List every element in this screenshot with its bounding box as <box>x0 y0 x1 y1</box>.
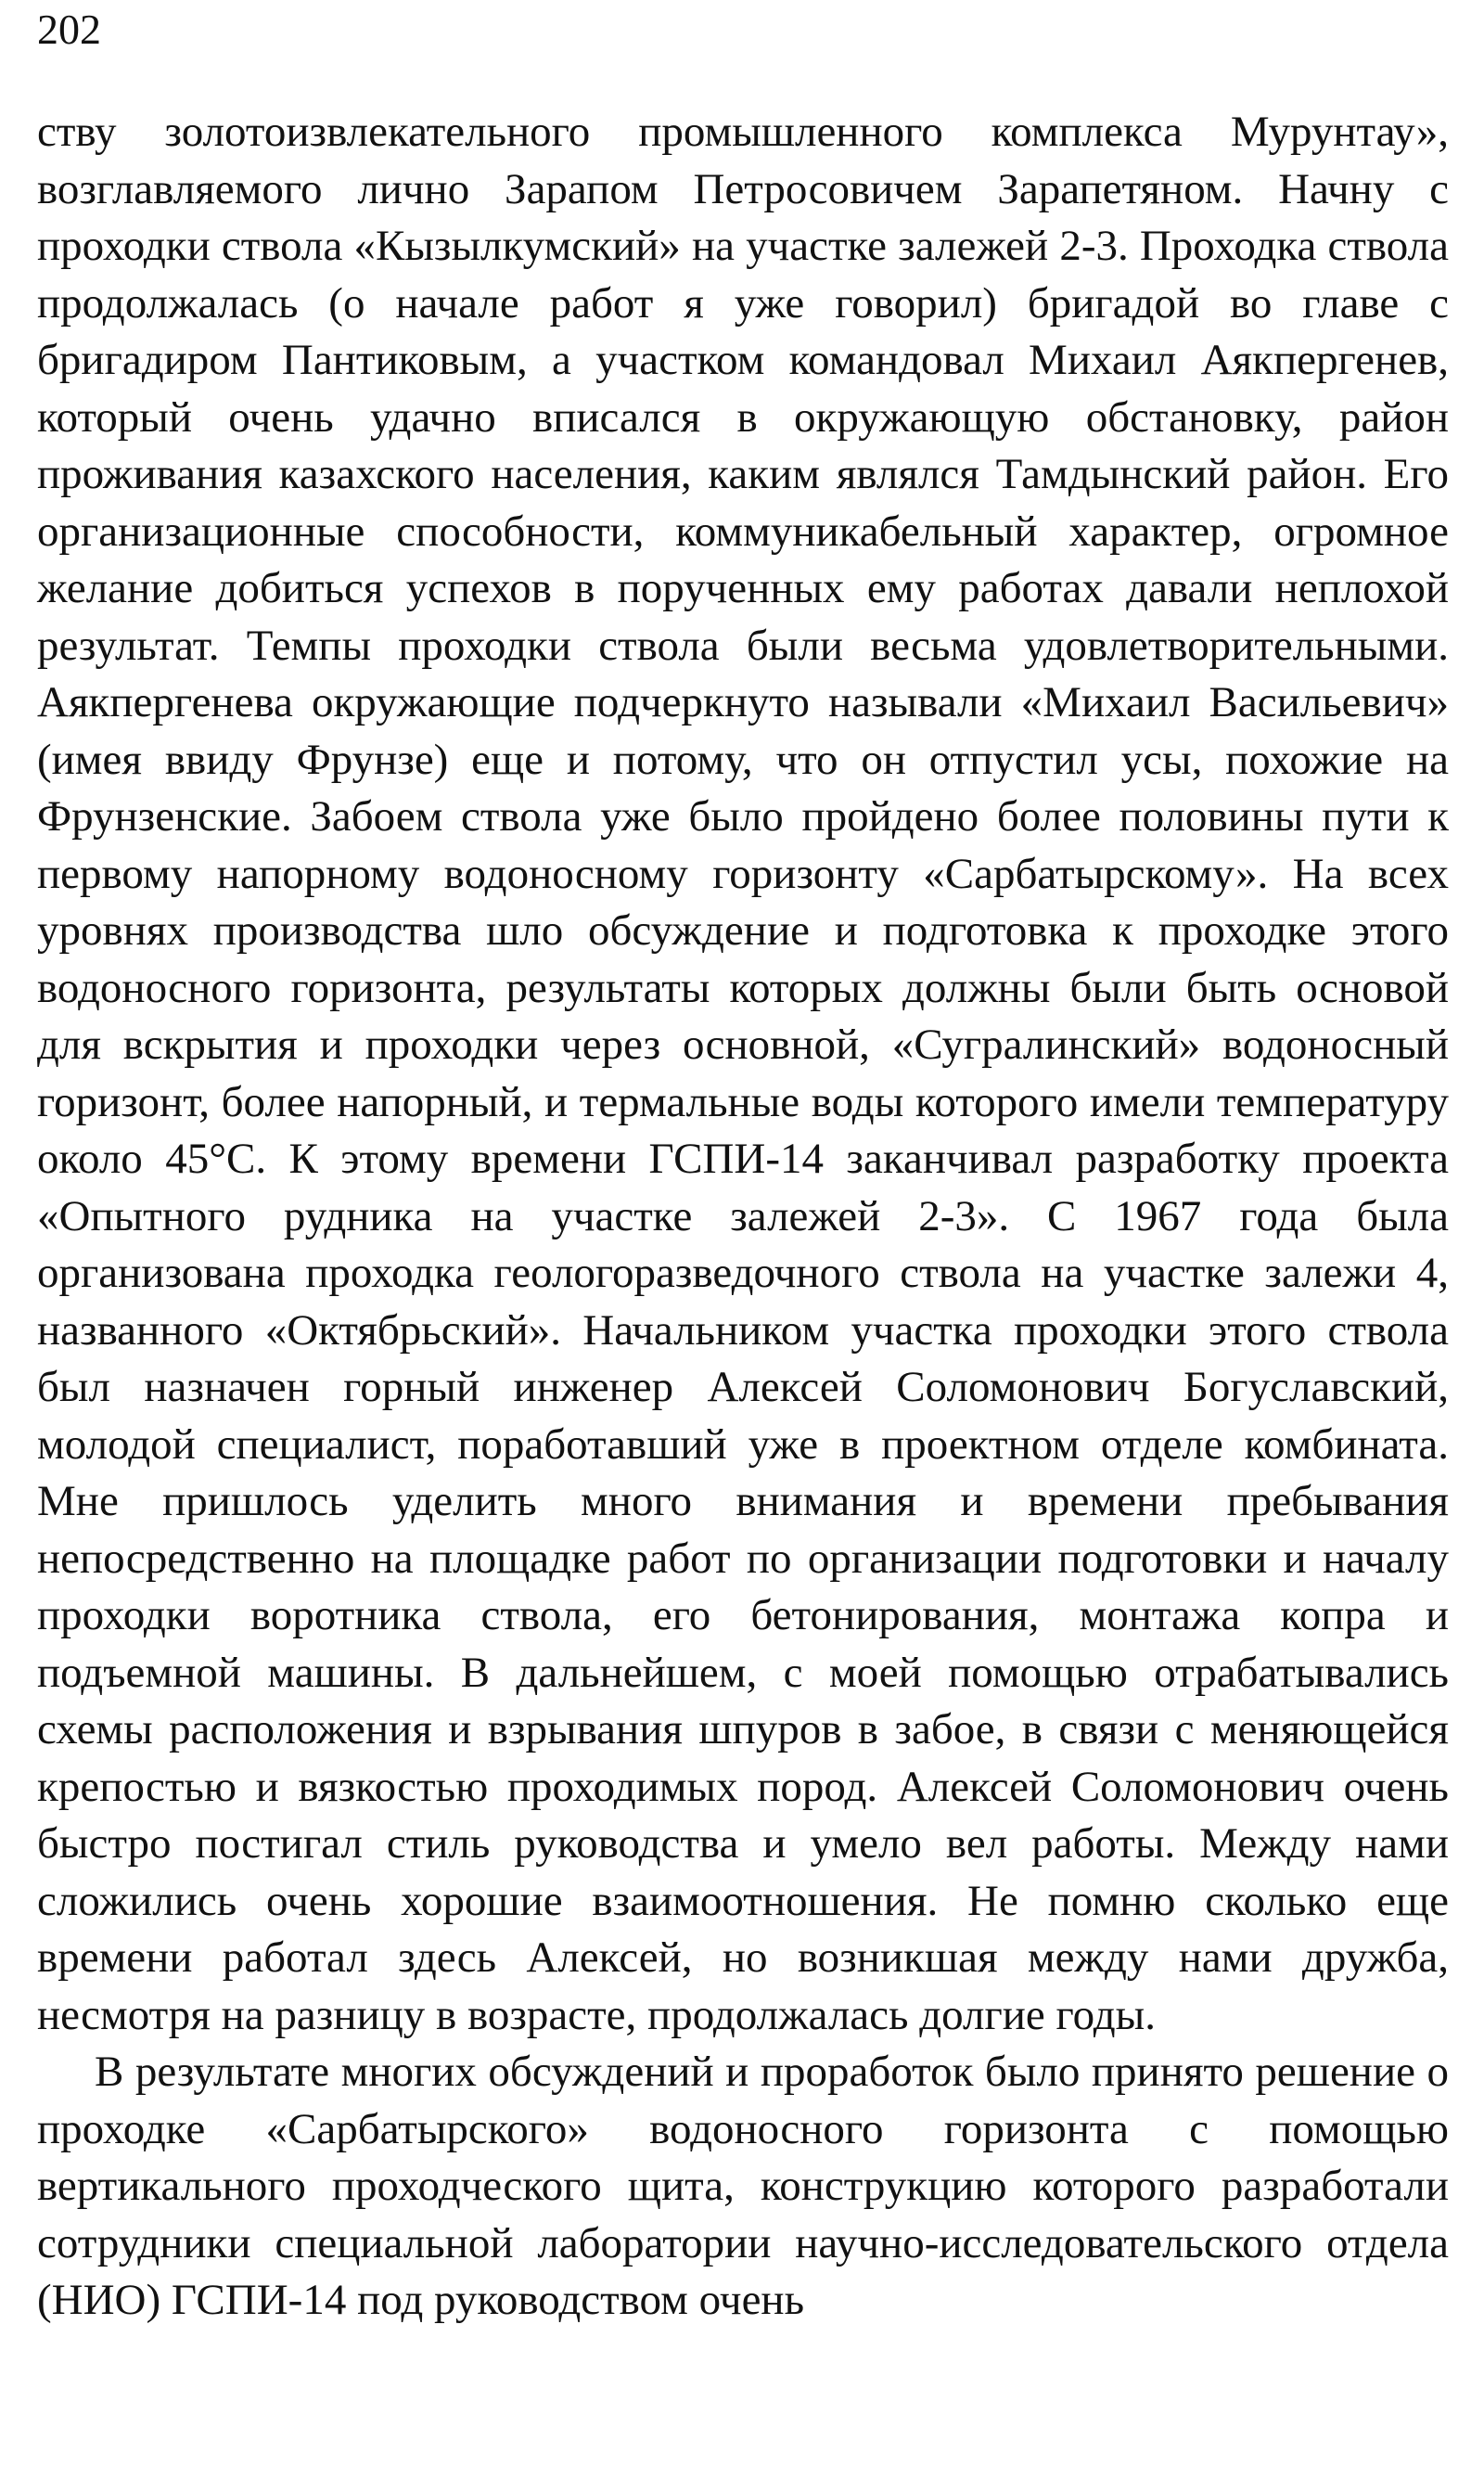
paragraph-continuation: ству золотоизвлекательного промышленного комплекса Мурунтау», возглавляемого лично Зарапом Петросовичем Зарапетяном. Начну с проходки ствола «Кызылкумский» на участке залежей 2-3. Проходка ствола продолжалась (о начале работ я уже говорил) бригадой во главе с бригадиром Пантиковым, а участком командовал Михаил Аякпергенев, который очень удачно вписался в окружающую обстановку, район проживания казахского населения, каким являлся Тамдынский район. Его организационные способности, коммуникабельный характер, огромное желание добиться успехов в порученных ему работах давали неплохой результат. Темпы проходки ствола были весьма удовлетворительными. Аякпергенева окружающие подчеркнуто называли «Михаил Васильевич» (имея ввиду Фрунзе) еще и потому, что он отпустил усы, похожие на Фрунзенские. Забоем ствола уже было пройдено более половины пути к первому напорному водоносному горизонту «Сарбатырскому». На всех уровнях производства шло обсуждение и подготовка к проходке этого водоносного горизонта, результаты которых должны были быть основой для вскрытия и проходки через основной, «Сугралинский» водоносный горизонт, более напорный, и термальные воды которого имели температуру около 45°С. К этому времени ГСПИ-14 заканчивал разработку проекта «Опытного рудника на участке залежей 2-3». С 1967 года была организована проходка геологоразведочного ствола на участке залежи 4, названного «Октябрьский». Начальником участка проходки этого ствола был назначен горный инженер Алексей Соломонович Богуславский, молодой специалист, поработавший уже в проектном отделе комбината. Мне пришлось уделить много внимания и времени пребывания непосредственно на площадке работ по организации подготовки и началу проходки воротника ствола, его бетонирования, монтажа копра и подъемной машины. В дальнейшем, с моей помощью отрабатывались схемы расположения и взрывания шпуров в забое, в связи с меняющейся крепостью и вязкостью проходимых пород. Алексей Соломонович очень быстро постигал стиль руководства и умело вел работы. Между нами сложились очень хорошие взаимоотношения. Не помню сколько еще времени работал здесь Алексей, но возникшая между нами дружба, несмотря на разницу в возрасте, продолжалась долгие годы. <box>37 108 1449 2039</box>
page-number: 202 <box>37 6 101 53</box>
body-text <box>37 104 1449 2330</box>
paragraph: В результате многих обсуждений и проработок было принято решение о проходке «Сарбатырского» водоносного горизонта с помощью вертикального проходческого щита, конструкцию которого разработали сотрудники специальной лаборатории научно-исследовательского отдела (НИО) ГСПИ-14 под руководством очень <box>37 2048 1449 2324</box>
